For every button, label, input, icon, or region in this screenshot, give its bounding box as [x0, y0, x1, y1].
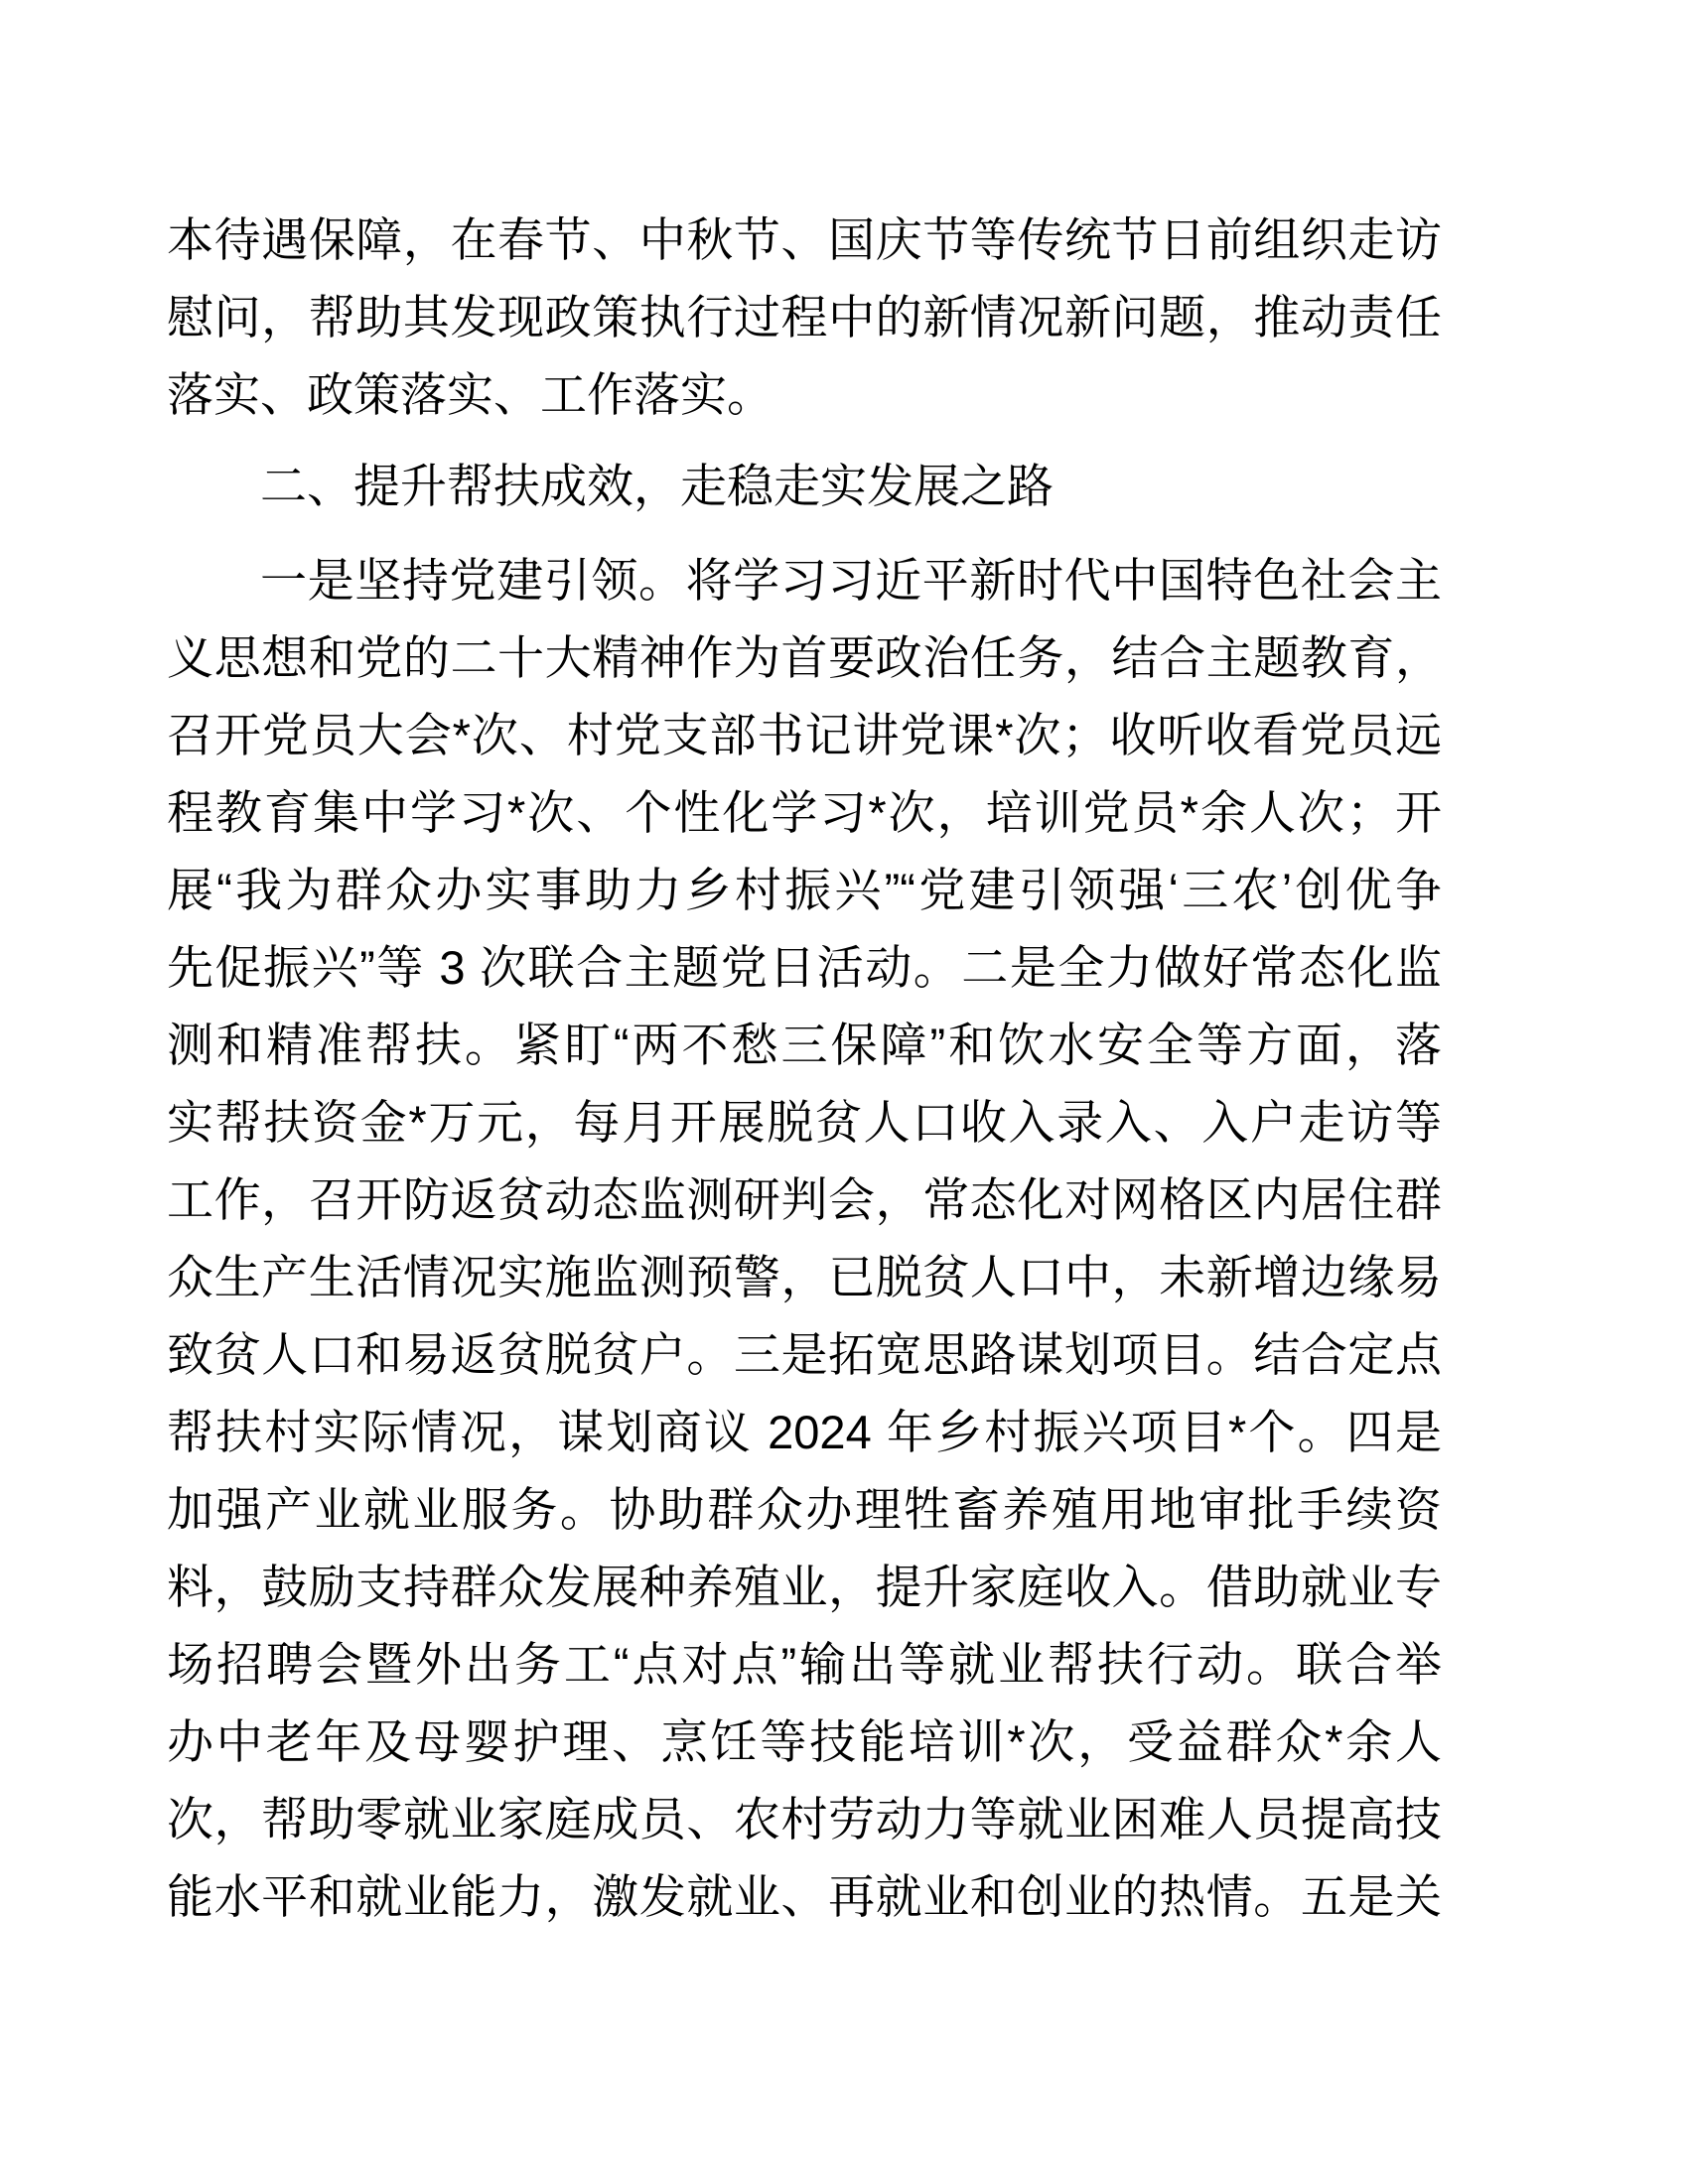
document-text-block	[167, 202, 1442, 1936]
text-line: 测和精准帮扶。紧盯“两不愁三保障”和饮水安全等方面，落	[167, 1019, 1442, 1071]
text-line: 慰问，帮助其发现政策执行过程中的新情况新问题，推动责任	[167, 291, 1442, 343]
text-line: 展“我为群众办实事助力乡村振兴”“党建引领强‘三农’创优争	[167, 864, 1442, 916]
text-line: 工作，召开防返贫动态监测研判会，常态化对网格区内居住群	[167, 1173, 1442, 1226]
text-line: 一是坚持党建引领。将学习习近平新时代中国特色社会主	[260, 554, 1442, 607]
text-line: 次，帮助零就业家庭成员、农村劳动力等就业困难人员提高技	[167, 1793, 1442, 1845]
text-line: 众生产生活情况实施监测预警，已脱贫人口中，未新增边缘易	[167, 1251, 1442, 1303]
text-line: 召开党员大会*次、村党支部书记讲党课*次；收听收看党员远	[167, 709, 1442, 761]
text-line: 义思想和党的二十大精神作为首要政治任务，结合主题教育，	[167, 631, 1442, 684]
text-line: 实帮扶资金*万元，每月开展脱贫人口收入录入、入户走访等	[167, 1096, 1442, 1149]
text-line: 办中老年及母婴护理、烹饪等技能培训*次，受益群众*余人	[167, 1715, 1442, 1768]
text-line: 场招聘会暨外出务工“点对点”输出等就业帮扶行动。联合举	[167, 1638, 1442, 1691]
text-line: 落实、政策落实、工作落实。	[167, 368, 774, 421]
text-line: 本待遇保障，在春节、中秋节、国庆节等传统节日前组织走访	[167, 213, 1442, 266]
text-line: 帮扶村实际情况，谋划商议 2024 年乡村振兴项目*个。四是	[167, 1406, 1442, 1458]
text-line: 能水平和就业能力，激发就业、再就业和创业的热情。五是关	[167, 1870, 1442, 1923]
text-line: 致贫人口和易返贫脱贫户。三是拓宽思路谋划项目。结合定点	[167, 1328, 1442, 1381]
text-line: 加强产业就业服务。协助群众办理牲畜养殖用地审批手续资	[167, 1483, 1442, 1536]
text-line: 料，鼓励支持群众发展种养殖业，提升家庭收入。借助就业专	[167, 1561, 1442, 1613]
section-heading: 二、提升帮扶成效，走稳走实发展之路	[260, 460, 1054, 512]
text-line: 程教育集中学习*次、个性化学习*次，培训党员*余人次；开	[167, 786, 1442, 839]
text-line: 先促振兴”等 3 次联合主题党日活动。二是全力做好常态化监	[167, 941, 1442, 994]
